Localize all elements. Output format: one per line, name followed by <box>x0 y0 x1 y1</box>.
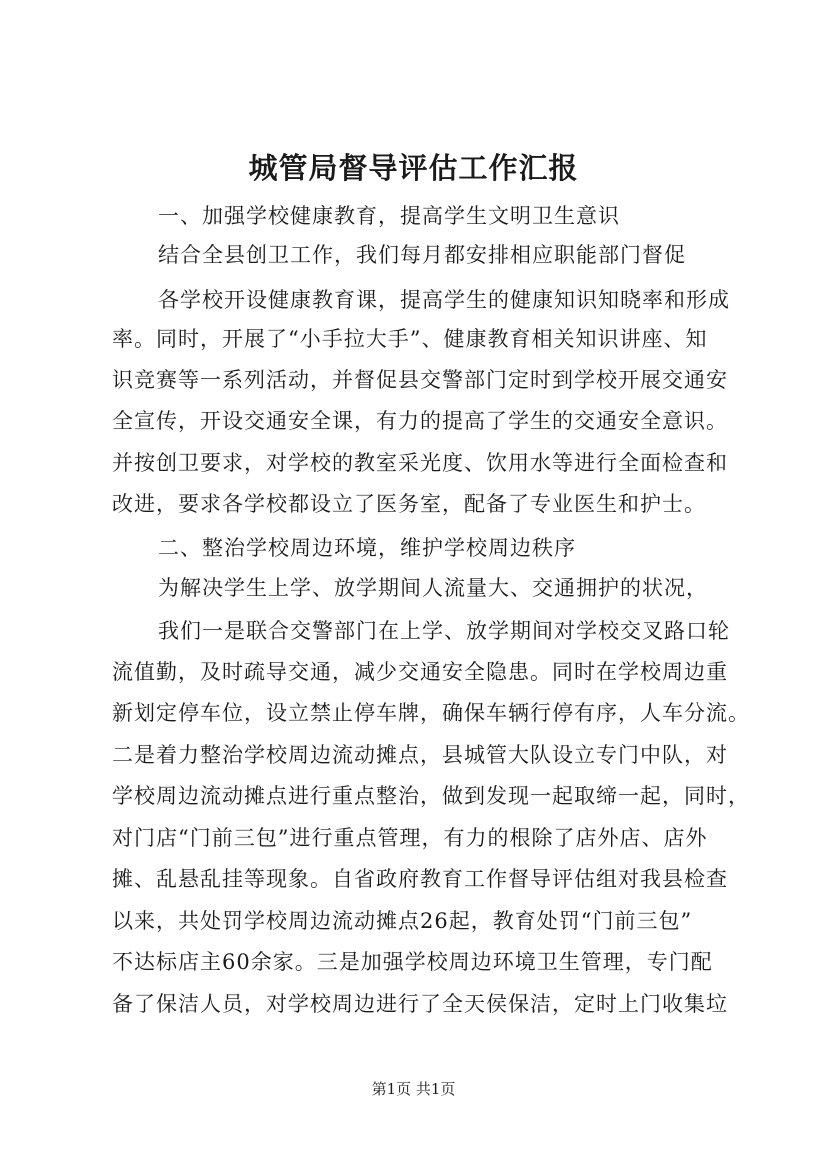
body-line: 全宣传，开设交通安全课，有力的提高了学生的交通安全意识。 <box>112 409 728 433</box>
body-line: 并按创卫要求，对学校的教室采光度、饮用水等进行全面检查和 <box>112 451 728 475</box>
body-line: 学校周边流动摊点进行重点整治，做到发现一起取缔一起，同时， <box>112 784 750 808</box>
body-line: 我们一是联合交警部门在上学、放学期间对学校交叉路口轮 <box>158 619 730 643</box>
body-line: 率。同时，开展了“小手拉大手”、健康教育相关知识讲座、知 <box>112 327 708 351</box>
body-line: 识竞赛等一系列活动，并督促县交警部门定时到学校开展交通安 <box>112 368 728 392</box>
body-line: 各学校开设健康教育课，提高学生的健康知识知晓率和形成 <box>158 288 730 312</box>
body-line: 新划定停车位，设立禁止停车牌，确保车辆行停有序，人车分流。 <box>112 701 750 725</box>
body-line: 不达标店主60余家。三是加强学校周边环境卫生管理，专门配 <box>112 950 713 974</box>
body-line: 以来，共处罚学校周边流动摊点26起，教育处罚“门前三包” <box>112 909 693 933</box>
body-line: 摊、乱悬乱挂等现象。自省政府教育工作督导评估组对我县检查 <box>112 867 728 891</box>
body-line: 结合全县创卫工作，我们每月都安排相应职能部门督促 <box>158 243 686 267</box>
section-heading-2: 二、整治学校周边环境，维护学校周边秩序 <box>158 536 576 560</box>
body-line: 为解决学生上学、放学期间人流量大、交通拥护的状况， <box>158 576 708 600</box>
document-title: 城管局督导评估工作汇报 <box>248 151 579 185</box>
body-line: 二是着力整治学校周边流动摊点，县城管大队设立专门中队，对 <box>112 743 728 767</box>
section-heading-1: 一、加强学校健康教育，提高学生文明卫生意识 <box>158 204 620 228</box>
body-line: 备了保洁人员，对学校周边进行了全天侯保洁，定时上门收集垃 <box>112 992 728 1016</box>
body-line: 对门店“门前三包”进行重点管理，有力的根除了店外店、店外 <box>112 826 708 850</box>
page-footer: 第1页 共1页 <box>371 1080 456 1098</box>
body-line: 流值勤，及时疏导交通，减少交通安全隐患。同时在学校周边重 <box>112 660 728 684</box>
body-line: 改进，要求各学校都设立了医务室，配备了专业医生和护士。 <box>112 492 706 516</box>
